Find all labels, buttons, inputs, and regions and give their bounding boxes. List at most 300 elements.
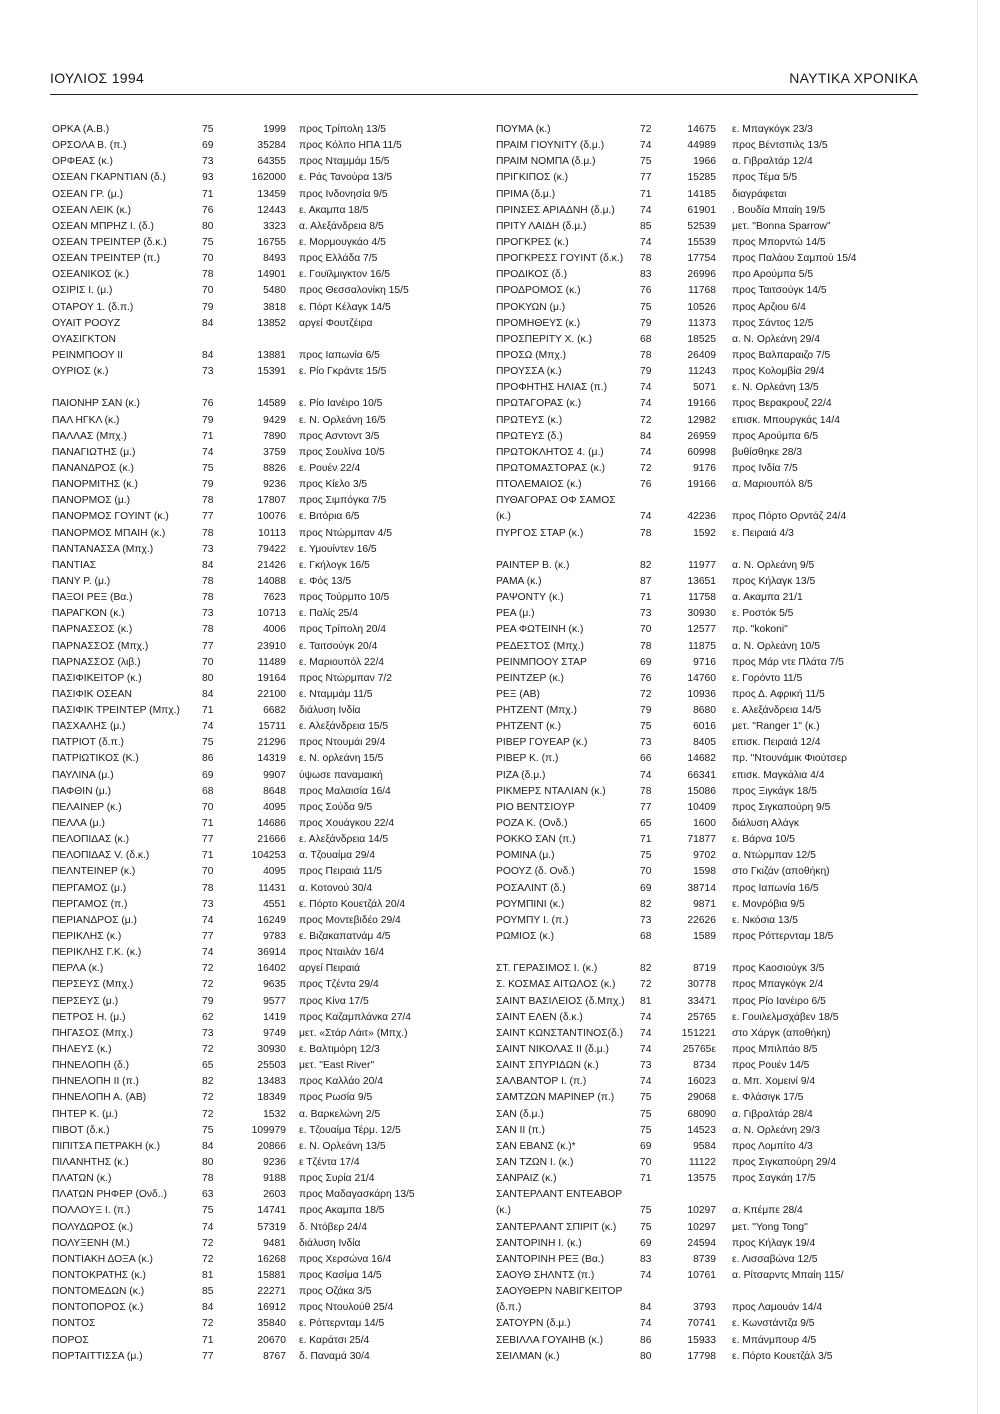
status-note: προς Κaοσιούγκ 3/5 [732,963,825,975]
ship-name: ΡΕΑ (μ.) [496,608,535,620]
ship-name: (δ.π.) [496,1302,522,1314]
tonnage: 13651 [687,575,716,587]
ship-entry-row [52,300,472,316]
ship-name: ΠΑΝΥ Ρ. (μ.) [52,575,111,587]
status-note: προς Σιμπόγκα 7/5 [299,495,387,507]
ship-entry-row [496,1220,921,1236]
ship-name: ΠΑΣΙΦΙΚ ΟΣΕΑΝ [52,688,132,700]
ship-entry-row [496,1090,921,1106]
ship-name: ΟΥΑΙΤ ΡΟΟΥΖ [52,317,121,329]
ship-name: ΠΕΛΟΠΙΔΑΣ (κ.) [52,834,130,846]
build-year: 74 [640,140,652,152]
status-note: προς Ξιγκάγκ 18/5 [732,785,817,797]
status-note: ε. Φλάσιγκ 17/5 [732,1092,804,1104]
page-header [50,68,918,95]
status-note: προς Ντώρμπαν 4/5 [299,527,392,539]
ship-name: ΠΡΑΙΜ ΝΟΜΠΑ (δ.μ.) [496,156,596,168]
status-note: μετ. "Bonna Sparrow" [732,220,831,232]
tonnage: 9577 [263,995,286,1007]
ship-name: ΠΗΓΑΣΟΣ (Μπχ.) [52,1027,133,1039]
tonnage: 9188 [263,1173,286,1185]
ship-entry-row [496,929,921,945]
ship-name: ΠΟΝΤΟΣ [52,1318,96,1330]
ship-name: ΠΡΟΣΠΕΡΙΤΥ Χ. (κ.) [496,333,593,345]
tonnage: 9236 [263,479,286,491]
status-note: ε. Ρίο Ιανέιρο 10/5 [299,398,383,410]
ship-entry-row [496,881,921,897]
ship-name: ΣΑΜΤΖΩΝ ΜΑΡΙΝΕΡ (π.) [496,1092,615,1104]
build-year: 75 [202,1205,214,1217]
ship-entry-row [52,1058,472,1074]
tonnage: 11758 [688,592,716,604]
tonnage: 21666 [257,834,286,846]
ship-entry-row [52,251,472,267]
build-year: 72 [202,1253,214,1265]
ship-entry-row [52,316,472,332]
build-year: 73 [202,156,214,168]
status-note: α. Ρίτσαρντς Μπαίη 115/ [732,1269,844,1281]
tonnage: 17754 [687,253,716,265]
tonnage: 52539 [687,220,716,232]
ship-name: ΠΡΩΤΕΥΣ (δ.) [496,430,563,442]
tonnage: 8739 [693,1253,716,1265]
issue-date: ΙΟΥΛΙΟΣ 1994 [50,70,145,86]
tonnage: 14523 [687,1124,716,1136]
ship-name: ΠΕΡΓΑΜΟΣ (π.) [52,898,128,910]
tonnage: 17798 [687,1350,716,1362]
ship-entry-row [52,784,472,800]
build-year: 75 [202,462,214,474]
status-note: α. Γιβραλτάρ 28/4 [732,1108,813,1120]
ship-name: ΟΤΑΡΟΥ 1. (δ.π.) [52,301,134,313]
status-note: προς Λομπίτο 4/3 [732,1140,813,1152]
ship-name: ΟΣΕΑΝ ΤΡΕΙΝΤΕΡ (δ.κ.) [52,236,167,248]
ship-name: ΠΑΝΑΝΔΡΟΣ (κ.) [52,462,134,474]
build-year: 78 [640,785,652,797]
build-year: 84 [202,688,214,700]
ship-entry-row [52,526,472,542]
ship-entry-row [496,606,921,622]
ship-name: ΡΗΤΖΕΝΤ (Μπχ.) [496,705,577,717]
ship-entry-row [496,816,921,832]
status-note: προς Ρίο Ιανέιρο 6/5 [732,995,826,1007]
status-note: ε. Λισσαβώνα 12/5 [732,1253,818,1265]
build-year: 77 [202,1350,214,1362]
tonnage: 8405 [693,737,716,749]
status-note: προς Ντουμάι 29/4 [299,737,386,749]
status-note: προς Ρωσία 9/5 [299,1092,373,1104]
ship-entry-row [52,1349,472,1365]
ship-entry-row [496,1139,921,1155]
build-year: 79 [202,995,214,1007]
tonnage: 10297 [687,1221,716,1233]
status-note: α. Βαρκελώνη 2/5 [299,1108,381,1120]
status-note: προς Πειραιά 11/5 [299,866,383,878]
build-year: 76 [640,672,652,684]
build-year: 84 [202,1140,214,1152]
ship-name: ΡΙΟ ΒΕΝΤΣΙΟΥΡ [496,801,575,813]
ship-entry-row [496,1316,921,1332]
tonnage: 29068 [687,1092,716,1104]
build-year: 83 [640,1253,652,1265]
tonnage: 25765 [687,1011,716,1023]
ship-entry-row [496,1236,921,1252]
build-year: 73 [202,543,214,555]
ship-entry-row [52,1010,472,1026]
build-year: 71 [202,430,214,442]
tonnage: 44989 [687,140,716,152]
ship-entry-row [52,864,472,880]
ship-name: ΠΟΝΤΙΑΚΗ ΔΟΞΑ (κ.) [52,1253,153,1265]
ship-name: ΠΡΙΓΚΙΠΟΣ (κ.) [496,172,569,184]
build-year: 78 [640,640,652,652]
ship-entry-row [52,429,472,445]
ship-name: ΠΡΟΣΩ (Μπχ.) [496,349,567,361]
status-note: διάλυση Ινδία [299,705,361,717]
ship-name: ΟΣΕΑΝ ΜΠΡΗΖ Ι. (δ.) [52,220,154,232]
ship-name: ΠΕΡΙΑΝΔΡΟΣ (μ.) [52,914,137,926]
ship-entry-row [496,283,921,299]
ship-entry-row [52,574,472,590]
tonnage: 15711 [258,721,286,733]
tonnage: 13852 [257,317,286,329]
ship-entry-row [496,1107,921,1123]
ship-entry-row [52,283,472,299]
status-note: α. Αλεξάνδρεια 8/5 [299,220,384,232]
ship-name: ΠΥΡΓΟΣ ΣΤΑΡ (κ.) [496,527,584,539]
status-note: επισκ. Μαγκάλια 4/4 [732,769,825,781]
build-year: 65 [202,1060,214,1072]
ship-entry-row [52,461,472,477]
build-year: 75 [640,1124,652,1136]
ship-name: ΣΑΝ ΤΖΩΝ Ι. (κ.) [496,1157,574,1168]
ship-name: ΠΟΛΛΟΥΞ Ι. (π.) [52,1205,131,1217]
tonnage: 16912 [257,1302,286,1314]
ship-entry-row [52,1187,472,1203]
ship-entry-row [52,154,472,170]
ship-name: ΣΑΝ (δ.μ.) [496,1108,544,1120]
ship-name: ΠΤΟΛΕΜΑΙΟΣ (κ.) [496,479,582,491]
status-note: προς Τούρμπο 10/5 [299,592,390,604]
ship-entry-row [496,154,921,170]
ship-entry-row [52,1026,472,1042]
tonnage: 25503 [257,1060,286,1072]
build-year: 74 [640,236,652,248]
build-year: 73 [640,1060,652,1072]
ship-entry-row [496,574,921,590]
tonnage: 15539 [687,236,716,248]
status-note: πρ. "Ντουνάμικ Φιούτσερ [732,753,847,765]
ship-name: ΠΑΝΤΑΝΑΣΣΑ (Μπχ.) [52,543,154,555]
ship-name: ΣΑΝ ΕΒΑΝΣ (κ.)* [496,1140,576,1152]
tonnage: 13881 [257,349,286,361]
build-year: 79 [640,705,652,717]
ship-name: ΠΡΙΜΑ (δ.μ.) [496,188,556,200]
status-note: ε. Ράς Τανούρα 13/5 [299,172,393,184]
tonnage: 10297 [687,1205,716,1217]
ship-name: ΠΟΡΟΣ [52,1334,89,1346]
ship-name: ΣΑΙΝΤ ΕΛΕΝ (δ.κ.) [496,1011,583,1023]
tonnage: 14682 [687,753,716,765]
ship-name: ΣΑΙΝΤ ΚΩΝΣΤΑΝΤΙΝΟΣ(δ.) [496,1027,624,1039]
ship-name: ΠΡΙΝΣΕΣ ΑΡΙΑΔΝΗ (δ.μ.) [496,204,615,216]
status-note: προς Κίελο 3/5 [299,479,368,491]
ship-entry-row [52,913,472,929]
ship-name: ΠΙΒΟΤ (δ.κ.) [52,1124,110,1136]
build-year: 68 [640,333,652,345]
ship-entry-row [496,219,921,235]
build-year: 78 [202,882,214,894]
ship-name: ΠΕΡΛΑ (κ.) [52,963,104,975]
status-note: ε. Φός 13/5 [299,575,352,587]
status-note: ε. Τζουαίμα Τέρμ. 12/5 [299,1124,401,1136]
ship-entry-row [52,542,472,558]
tonnage: 15086 [687,785,716,797]
status-note: α. Γιβραλτάρ 12/4 [732,156,813,168]
build-year: 69 [640,1237,652,1249]
ship-name: ΡΕΔΕΣΤΟΣ (Μπχ.) [496,640,584,652]
tonnage: 18349 [257,1092,286,1104]
ship-entry-row [52,477,472,493]
status-note: ε. Πόρτο Κουετζάλ 20/4 [299,898,406,910]
status-note: ε. Αλεξάνδρεια 14/5 [299,834,389,846]
ship-entry-row [52,493,472,509]
build-year: 77 [202,640,214,652]
status-note: προς Κίνα 17/5 [299,995,369,1007]
build-year: 63 [202,1189,214,1201]
status-note: προς Ρουέν 14/5 [732,1060,810,1072]
tonnage: 8767 [263,1350,286,1362]
tonnage: 4006 [263,624,286,636]
status-note: α. Ν. Ορλεάνη 29/4 [732,333,820,345]
ship-name: ΠΟΛΥΞΕΝΗ (Μ.) [52,1237,130,1249]
ship-name: ΠΑΝΑΓΙΩΤΗΣ (μ.) [52,446,136,458]
ship-name: ΠΡΟΥΣΣΑ (κ.) [496,366,562,378]
ship-entry-row [496,267,921,283]
ship-entry-row [52,1300,472,1316]
ship-entry-row [52,719,472,735]
ship-name: ΟΣΕΑΝ ΓΚΑΡΝΤΙΑΝ (δ.) [52,172,166,184]
build-year: 62 [202,1011,214,1023]
tonnage: 16755 [257,236,286,248]
status-note: προς Μπορντώ 14/5 [732,236,826,248]
tonnage: 7890 [263,430,286,442]
tonnage: 12443 [257,204,286,216]
build-year: 78 [202,527,214,539]
ship-entry-row [496,461,921,477]
ship-name: ΠΕΛΛΑ (μ.) [52,818,105,830]
build-year: 78 [640,527,652,539]
status-note: προς Κήλαγκ 19/4 [732,1237,816,1249]
page-edge-line [977,0,978,1414]
tonnage: 25765ε [682,1044,716,1056]
tonnage: 6016 [693,721,716,733]
tonnage: 10713 [257,608,286,620]
ship-entry-row [496,203,921,219]
ship-entry-row [52,1203,472,1219]
ship-entry-row [496,1026,921,1042]
status-note: ε. Ακαμπα 18/5 [299,204,369,216]
ship-entry-row [496,429,921,445]
ship-name: ΣΑΝΡΑΙΖ (κ.) [496,1173,557,1185]
tonnage: 11768 [688,285,716,297]
status-note: διάλυση Ινδία [299,1237,361,1249]
status-note: προς Καλλάο 20/4 [299,1076,383,1088]
ship-entry-row [52,1107,472,1123]
status-note: προς Σουλίνα 10/5 [299,446,385,458]
build-year: 71 [202,850,214,862]
tonnage: 15285 [687,172,716,184]
status-note: προς Τζέντα 29/4 [299,979,379,991]
ship-entry-row [496,1058,921,1074]
tonnage: 8734 [693,1060,716,1072]
build-year: 73 [202,608,214,620]
build-year: 84 [202,317,214,329]
ship-name: ΠΑΦΘΙΝ (μ.) [52,785,112,797]
build-year: 79 [640,317,652,329]
status-note: προς Σιγκαπούρη 9/5 [732,801,831,813]
ship-name: ΠΑΡΝΑΣΣΟΣ (Μπχ.) [52,640,149,652]
status-note: ε. Αλεξάνδρεια 15/5 [299,721,389,733]
tonnage: 11489 [258,656,286,668]
ship-name: ΠΑΞΟΙ ΡΕΞ (Βα.) [52,592,133,604]
status-note: προς Ιαπωνία 6/5 [299,349,380,361]
build-year: 86 [640,1334,652,1346]
build-year: 78 [202,495,214,507]
build-year: 71 [640,1173,652,1185]
ship-entry-row [52,622,472,638]
build-year: 84 [202,559,214,571]
ship-name: ΡΟΚΚΟ ΣΑΝ (π.) [496,834,576,846]
status-note: προς Ιαπωνία 16/5 [732,882,819,894]
build-year: 74 [202,721,214,733]
ship-entry-row [496,1187,921,1203]
ship-entry-row [52,1171,472,1187]
status-note: προς Σάντος 12/5 [732,317,814,329]
tonnage: 9749 [263,1027,286,1039]
ship-entry-row [496,751,921,767]
build-year: 84 [202,349,214,361]
build-year: 75 [640,301,652,313]
ship-entry-row [496,445,921,461]
ship-entry-row [496,994,921,1010]
status-note: στο Γκιζάν (αποθήκη) [732,866,830,878]
ship-entry-row [52,961,472,977]
status-note: αργεί Πειραιά [299,963,361,975]
tonnage: 23910 [257,640,286,652]
build-year: 83 [640,269,652,281]
ship-entry-row [52,929,472,945]
ship-name: ΟΣΕΑΝΙΚΟΣ (κ.) [52,269,130,281]
ship-entry-row [52,558,472,574]
ship-name: ΠΡΑΙΜ ΓΙΟΥΝΙΤΥ (δ.μ.) [496,140,605,152]
ship-entry-row [496,639,921,655]
tonnage: 64355 [257,156,286,168]
tonnage: 33471 [687,995,716,1007]
status-note: ε. Ν. Ορλεάνη 13/5 [299,1140,386,1152]
build-year: 85 [640,220,652,232]
tonnage: 4551 [263,898,286,910]
build-year: 75 [202,737,214,749]
tonnage: 66341 [687,769,716,781]
ship-entry-row [496,493,921,509]
ship-name: ΠΑΤΡΙΩΤΙΚΟΣ (Κ.) [52,753,139,765]
status-note: προς Σιγκαπούρη 29/4 [732,1157,837,1168]
tonnage: 9236 [263,1157,286,1168]
ship-entry-row [496,542,921,558]
ship-name: ΠΑΝΟΡΜΙΤΗΣ (κ.) [52,479,138,491]
status-note: ε. Ν. Ορλεάνη 13/5 [732,382,819,394]
ship-entry-row [52,703,472,719]
ship-entry-row [52,138,472,154]
ship-entry-row [496,1010,921,1026]
tonnage: 7623 [263,592,286,604]
status-note: προς Βαλπαραιζο 7/5 [732,349,831,361]
status-note: ε. Ν. ορλεάνη 15/5 [299,753,384,765]
ship-name: ΠΑΣΙΦΙΚΕΙΤΟΡ (κ.) [52,672,142,684]
build-year: 74 [640,382,652,394]
ship-name: ΣΑΝΤΟΡΙΝΗ Ι. (κ.) [496,1237,582,1249]
tonnage: 14088 [257,575,286,587]
tonnage: 57319 [257,1221,286,1233]
tonnage: 24594 [687,1237,716,1249]
build-year: 79 [202,414,214,426]
status-note: μετ. "Ranger 1" (κ.) [732,721,820,733]
build-year: 78 [202,624,214,636]
ship-entry-row [496,703,921,719]
build-year: 80 [202,220,214,232]
ship-name: ΠΑΝΟΡΜΟΣ ΜΠΑΙΗ (κ.) [52,527,166,539]
ship-entry-row [496,1042,921,1058]
status-note: ε. Ρίο Γκράντε 15/5 [299,366,387,378]
ship-entry-row [52,235,472,251]
tonnage: 15933 [687,1334,716,1346]
tonnage: 13459 [257,188,286,200]
tonnage: 1598 [693,866,716,878]
ship-entry-row [52,1139,472,1155]
ship-entry-row [52,380,472,396]
tonnage: 11875 [688,640,716,652]
build-year: 74 [640,769,652,781]
ship-name: ΠΟΛΥΔΩΡΟΣ (κ.) [52,1221,134,1233]
ship-entry-row [52,994,472,1010]
ship-name: ΠΕΡΓΑΜΟΣ (μ.) [52,882,127,894]
status-note: προς Τρίπολη 20/4 [299,624,387,636]
ship-entry-row [52,897,472,913]
tonnage: 10076 [257,511,286,523]
status-note: ε. Πόρτο Κουετζάλ 3/5 [732,1350,833,1362]
tonnage: 10409 [687,801,716,813]
ship-name: ΡΕΞ (ΑΒ) [496,688,540,700]
ship-entry-row [52,219,472,235]
tonnage: 10113 [258,527,286,539]
build-year: 72 [202,1318,214,1330]
tonnage: 3759 [263,446,286,458]
tonnage: 18525 [687,333,716,345]
status-note: ε. Ν. Ορλεάνη 16/5 [299,414,386,426]
ship-name: ΠΡΟΓΚΡΕΣ (κ.) [496,236,569,248]
ship-name: ΠΟΝΤΟΚΡΑΤΗΣ (κ.) [52,1269,146,1281]
build-year: 71 [640,834,652,846]
tonnage: 22271 [257,1286,286,1298]
status-note: μετ. "Yong Tong" [732,1221,808,1233]
build-year: 71 [202,188,214,200]
status-note: ε. Βάρνα 10/5 [732,834,795,846]
ship-name: ΡΕΑ ΦΩΤΕΙΝΗ (κ.) [496,624,584,636]
ship-name: ΠΑΡΑΓΚΟΝ (κ.) [52,608,125,620]
build-year: 76 [202,204,214,216]
tonnage: 13575 [687,1173,716,1185]
